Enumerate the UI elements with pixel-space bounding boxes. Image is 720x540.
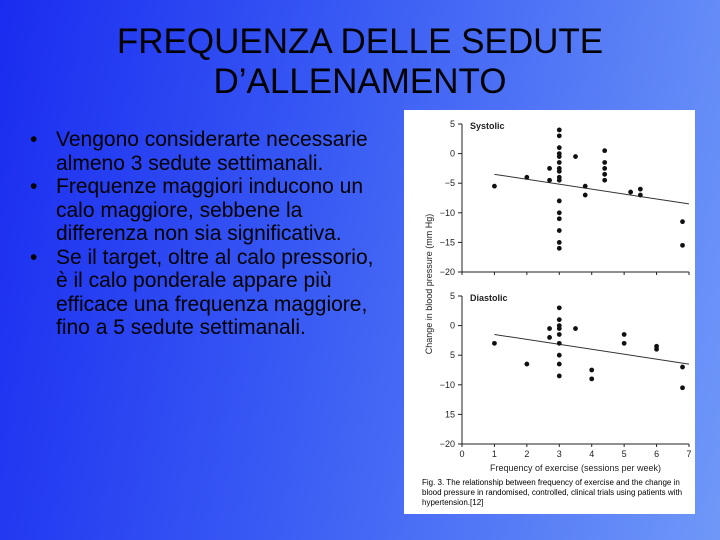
trend-line	[494, 334, 689, 364]
y-axis-label: Change in blood pressure (mm Hg)	[424, 213, 434, 355]
data-point	[547, 178, 552, 183]
data-point	[654, 347, 659, 352]
data-point	[680, 365, 685, 370]
data-point	[557, 240, 562, 245]
data-point	[547, 326, 552, 331]
x-tick-label: 0	[459, 449, 465, 459]
y-tick-label: 0	[449, 148, 455, 159]
bullet-text: Se il target, oltre al calo pressorio, è il calo ponderale appare più efficace una frequenza maggiore, fino a 5 sedute settimanali.	[56, 245, 374, 339]
data-point	[547, 166, 552, 171]
data-point	[589, 376, 594, 381]
bullet-item	[30, 128, 385, 175]
x-axis-label: Frequency of exercise (sessions per week)	[489, 463, 662, 473]
figure-caption: Fig. 3. The relationship between frequency of exercise and the change in blood pressure in randomised, controlled, clinical trials using patients with hypertension.[12]	[422, 478, 683, 507]
data-point	[583, 193, 588, 198]
bullet-list	[30, 128, 385, 340]
data-point	[557, 326, 562, 331]
y-tick-label: 5	[449, 350, 455, 361]
y-tick-label: 5	[449, 291, 455, 301]
scatter-figure	[404, 110, 695, 480]
bullet-dot-icon: •	[30, 245, 38, 269]
data-point	[583, 184, 588, 189]
data-point	[557, 160, 562, 165]
data-point	[573, 326, 578, 331]
data-point	[628, 190, 633, 195]
data-point	[557, 199, 562, 204]
data-point	[557, 128, 562, 133]
data-point	[602, 166, 607, 171]
data-point	[557, 154, 562, 159]
y-tick-label: −5	[444, 178, 455, 189]
y-tick-label: 15	[444, 409, 455, 420]
data-point	[680, 243, 685, 248]
data-point	[602, 148, 607, 153]
bullet-text: Frequenze maggiori inducono un calo maggiore, sebbene la differenza non sia significativa.	[56, 175, 364, 245]
bullet-item	[30, 246, 385, 340]
x-tick-label: 1	[491, 449, 497, 459]
slide-title-line-1: FREQUENZA DELLE SEDUTE	[116, 22, 604, 61]
data-point	[638, 187, 643, 192]
slide-title	[40, 22, 680, 102]
slide-title-line-2: D’ALLENAMENTO	[213, 62, 507, 101]
data-point	[680, 219, 685, 224]
x-tick-label: 3	[556, 449, 562, 459]
data-point	[557, 216, 562, 221]
x-tick-label: 2	[524, 449, 530, 459]
data-point	[557, 246, 562, 251]
data-point	[492, 184, 497, 189]
data-point	[589, 368, 594, 373]
bullet-dot-icon: •	[30, 175, 38, 198]
panel-title: Systolic	[470, 121, 505, 131]
data-point	[557, 305, 562, 310]
trend-line	[494, 174, 689, 204]
data-point	[557, 362, 562, 367]
y-tick-label: −10	[439, 379, 455, 390]
data-point	[524, 175, 529, 180]
data-point	[602, 172, 607, 177]
bullet-dot-icon: •	[30, 128, 38, 151]
data-point	[557, 169, 562, 174]
data-point	[557, 145, 562, 150]
data-point	[492, 341, 497, 346]
y-tick-label: −20	[439, 267, 455, 277]
bullet-text: Vengono considerarte necessarie almeno 3 sedute settimanali.	[56, 128, 368, 175]
data-point	[557, 210, 562, 215]
y-tick-label: 0	[449, 320, 455, 331]
data-point	[638, 193, 643, 198]
y-tick-label: −20	[439, 439, 455, 449]
data-point	[557, 317, 562, 322]
y-tick-label: −10	[439, 207, 455, 218]
data-point	[680, 385, 685, 390]
y-tick-label: −15	[439, 237, 455, 248]
data-point	[557, 341, 562, 346]
data-point	[573, 154, 578, 159]
data-point	[524, 362, 529, 367]
data-point	[557, 133, 562, 138]
x-tick-label: 5	[621, 449, 627, 459]
y-tick-label: 5	[449, 119, 455, 129]
data-point	[602, 160, 607, 165]
data-point	[622, 332, 627, 337]
data-point	[557, 332, 562, 337]
x-tick-label: 7	[686, 449, 692, 459]
data-point	[602, 178, 607, 183]
bullet-item	[30, 175, 385, 246]
data-point	[547, 335, 552, 340]
data-point	[557, 374, 562, 379]
data-point	[557, 178, 562, 183]
panel-title: Diastolic	[470, 293, 508, 303]
x-tick-label: 6	[654, 449, 660, 459]
data-point	[557, 228, 562, 233]
data-point	[557, 353, 562, 358]
data-point	[622, 341, 627, 346]
x-tick-label: 4	[589, 449, 595, 459]
figure-panel	[404, 110, 695, 514]
